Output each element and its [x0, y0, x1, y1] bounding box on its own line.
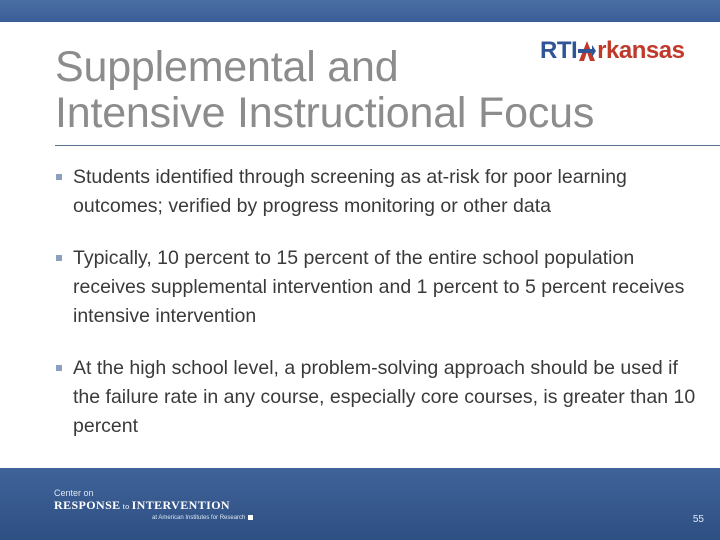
top-color-band — [0, 0, 720, 22]
slide-title — [55, 44, 675, 136]
bullet-item — [56, 163, 696, 221]
slide-title-line1: Supplemental and — [55, 43, 399, 91]
bullet-square-icon — [56, 365, 62, 371]
logo-arkansas-text: rkansas — [597, 37, 685, 64]
footer-logo-to: to — [122, 502, 130, 511]
square-icon — [248, 515, 253, 520]
slide-title-line2: Intensive Instructional Focus — [55, 89, 595, 137]
logo-rti-text: RTI — [540, 37, 578, 64]
bullet-item — [56, 244, 696, 331]
footer-logo-response: RESPONSE — [54, 498, 121, 512]
bullet-item — [56, 354, 696, 441]
footer-logo-air: at American Institutes for Research — [152, 515, 246, 521]
footer-logo-line2 — [54, 498, 253, 514]
bullet-text: At the high school level, a problem-solving approach should be used if the failure rate in any course, especially core courses, is greater than 10 percent — [73, 357, 696, 437]
bullet-square-icon — [56, 174, 62, 180]
page-number: 55 — [692, 514, 704, 525]
footer-logo-intervention: INTERVENTION — [131, 498, 230, 512]
bullet-text: Students identified through screening as at-risk for poor learning outcomes; verified by progress monitoring or other data — [73, 166, 627, 217]
footer-logo-line3 — [152, 514, 253, 523]
footer-logo-line1: Center on — [54, 488, 94, 498]
bullet-text: Typically, 10 percent to 15 percent of the entire school population receives supplemental intervention and 1 percent to 5 percent receives intensive intervention — [73, 247, 685, 327]
bullet-list — [56, 163, 696, 464]
title-divider — [55, 145, 720, 146]
footer-logo — [54, 488, 253, 523]
footer-bar — [0, 468, 720, 540]
bullet-square-icon — [56, 255, 62, 261]
